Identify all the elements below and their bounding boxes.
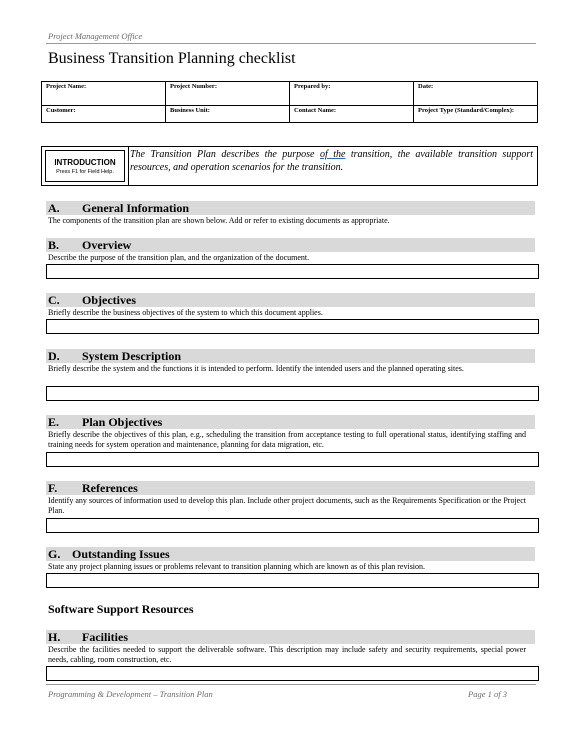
- document-title: Business Transition Planning checklist: [48, 50, 296, 67]
- section-letter: D.: [48, 349, 60, 363]
- project-info-table: [41, 81, 538, 123]
- section-letter: F.: [48, 481, 58, 495]
- customer-field[interactable]: Customer:: [42, 106, 166, 123]
- header-organization: Project Management Office: [48, 31, 143, 41]
- introduction-panel: [41, 146, 538, 186]
- section-f-heading: [48, 481, 138, 495]
- section-title: Objectives: [82, 293, 136, 307]
- project-name-field[interactable]: Project Name:: [42, 82, 166, 106]
- introduction-divider: [128, 147, 129, 185]
- field-help-hint: Press F1 for Field Help.: [56, 169, 114, 175]
- introduction-text-part: The Transition Plan describes the purpose: [130, 149, 320, 160]
- section-c-input-box[interactable]: [46, 319, 539, 334]
- introduction-label-box[interactable]: [45, 150, 125, 182]
- introduction-label: INTRODUCTION: [54, 158, 116, 167]
- section-title: References: [82, 481, 138, 495]
- section-b-heading: [48, 238, 131, 252]
- section-title: General Information: [82, 201, 189, 215]
- section-d-description: Briefly describe the system and the functions it is intended to perform. Identify the intended users and the planned operating sites.: [48, 364, 464, 373]
- project-info-row: [42, 82, 538, 106]
- section-h-description: Describe the facilities needed to support the deliverable software. This description may include safety and security requirements, special power needs, cabling, room construction, etc.: [48, 645, 526, 664]
- section-d-input-box[interactable]: [46, 386, 539, 401]
- section-e-input-box[interactable]: [46, 452, 539, 467]
- section-f-input-box[interactable]: [46, 518, 539, 533]
- section-title: System Description: [82, 349, 181, 363]
- introduction-text-part: transition, the available transition support resources, and operation scenarios for the transition.: [130, 149, 533, 173]
- project-number-field[interactable]: Project Number:: [166, 82, 290, 106]
- section-d-heading: [48, 349, 181, 363]
- section-title: Facilities: [82, 630, 128, 644]
- section-letter: B.: [48, 238, 60, 252]
- introduction-text: [130, 149, 533, 174]
- footer-rule: [46, 684, 536, 685]
- section-title: Plan Objectives: [82, 415, 163, 429]
- project-info-row: [42, 106, 538, 123]
- section-title: Overview: [82, 238, 132, 252]
- section-f-description: Identify any sources of information used to develop this plan. Include other project documents, such as the Requirements Specification or the Project Plan.: [48, 496, 526, 515]
- header-rule: [46, 43, 536, 44]
- section-g-heading: [48, 547, 170, 561]
- business-unit-field[interactable]: Business Unit:: [166, 106, 290, 123]
- section-c-heading: [48, 293, 136, 307]
- prepared-by-field[interactable]: Prepared by:: [290, 82, 414, 106]
- section-g-description: State any project planning issues or problems relevant to transition planning which are known as of this plan revision.: [48, 562, 426, 571]
- section-e-heading: [48, 415, 162, 429]
- section-e-description: Briefly describe the objectives of this plan, e.g., scheduling the transition from acceptance testing to full operational status, identifying staffing and training needs for system operation and maintenance, planning for data migration, etc.: [48, 430, 526, 449]
- section-b-description: Describe the purpose of the transition plan, and the organization of the document.: [48, 253, 310, 262]
- date-field[interactable]: Date:: [414, 82, 538, 106]
- section-c-description: Briefly describe the business objectives of the system to which this document applies.: [48, 308, 323, 317]
- section-letter: C.: [48, 293, 60, 307]
- footer-document-name: Programming & Development – Transition Plan: [48, 689, 213, 699]
- section-a-description: The components of the transition plan are shown below. Add or refer to existing documents as appropriate.: [48, 216, 390, 225]
- spellcheck-underline: of the: [319, 149, 346, 160]
- contact-name-field[interactable]: Contact Name:: [290, 106, 414, 123]
- section-letter: E.: [48, 415, 60, 429]
- software-support-resources-heading: Software Support Resources: [48, 602, 194, 616]
- section-b-input-box[interactable]: [46, 264, 539, 279]
- section-title: Outstanding Issues: [72, 547, 170, 561]
- section-h-heading: [48, 630, 128, 644]
- footer-page-number: Page 1 of 3: [468, 689, 507, 699]
- project-type-field[interactable]: Project Type (Standard/Complex):: [414, 106, 538, 123]
- section-letter: G.: [48, 547, 61, 561]
- section-g-input-box[interactable]: [46, 573, 539, 588]
- section-letter: H.: [48, 630, 61, 644]
- section-h-input-box[interactable]: [46, 666, 539, 681]
- section-letter: A.: [48, 201, 60, 215]
- section-a-heading: [48, 201, 189, 215]
